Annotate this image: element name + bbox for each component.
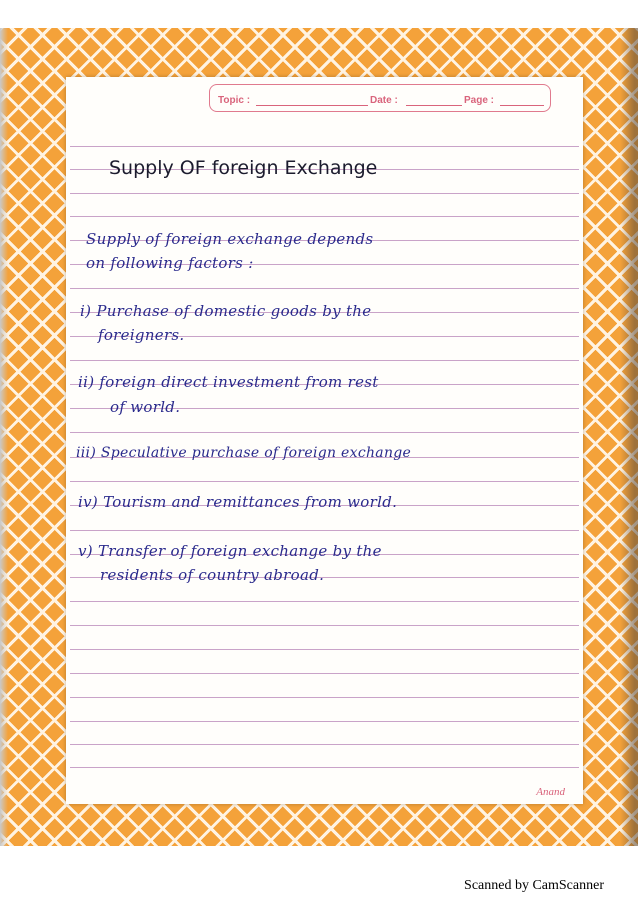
ruled-line [70, 216, 579, 217]
ruled-line [70, 530, 579, 531]
signature: Anand [536, 786, 565, 798]
text-line-5: ii) foreign direct investment from rest [78, 373, 379, 391]
page-header-box [209, 84, 551, 112]
ruled-line [70, 625, 579, 626]
topic-blank [256, 105, 368, 106]
ruled-line [70, 673, 579, 674]
ruled-line [70, 146, 579, 147]
notebook-sheet [66, 77, 583, 804]
backdrop-left-shadow [0, 28, 8, 846]
text-line-8: iv) Tourism and remittances from world. [78, 493, 398, 511]
ruled-line [70, 481, 579, 482]
ruled-line [70, 360, 579, 361]
ruled-line [70, 193, 579, 194]
date-blank [406, 105, 462, 106]
ruled-line [70, 744, 579, 745]
text-line-7: iii) Speculative purchase of foreign exchange [76, 445, 412, 461]
ruled-line [70, 649, 579, 650]
text-line-2: on following factors : [86, 254, 254, 272]
text-line-1: Supply of foreign exchange depends [86, 230, 374, 248]
page-title: Supply OF foreign Exchange [109, 157, 378, 179]
ruled-line [70, 601, 579, 602]
ruled-line [70, 288, 579, 289]
page-blank [500, 105, 544, 106]
text-line-9: v) Transfer of foreign exchange by the [78, 542, 382, 560]
text-line-10: residents of country abroad. [100, 566, 325, 584]
ruled-line [70, 432, 579, 433]
text-line-6: of world. [110, 398, 181, 416]
text-line-4: foreigners. [98, 326, 185, 344]
ruled-line [70, 697, 579, 698]
page-label: Page : [464, 95, 495, 106]
ruled-line [70, 721, 579, 722]
ruled-line [70, 767, 579, 768]
text-line-3: i) Purchase of domestic goods by the [80, 302, 372, 320]
date-label: Date : [370, 95, 398, 106]
topic-label: Topic : [218, 95, 251, 106]
camscanner-watermark: Scanned by CamScanner [464, 878, 604, 893]
backdrop-right-shadow [620, 28, 638, 846]
